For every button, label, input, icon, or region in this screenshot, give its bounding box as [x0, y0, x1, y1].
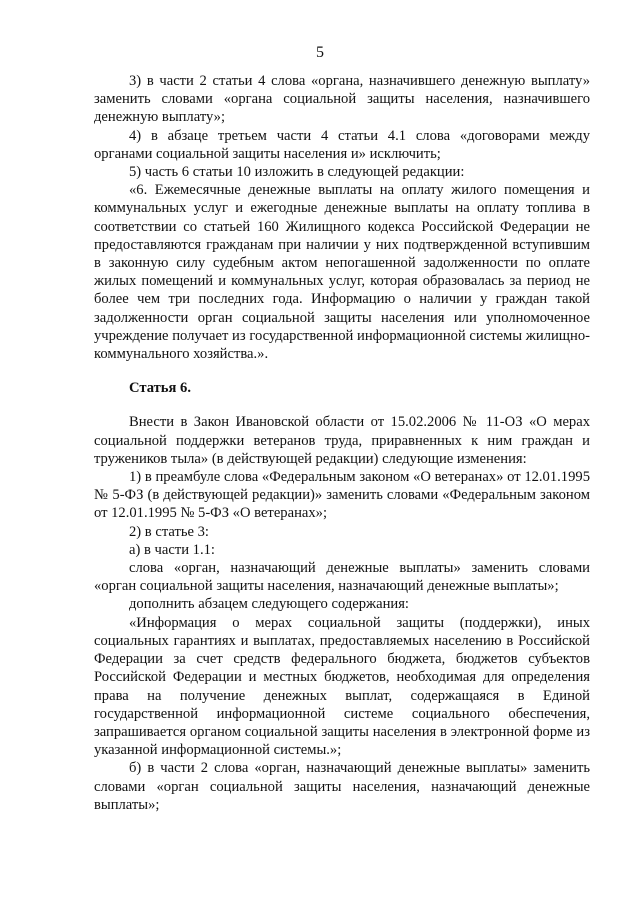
quoted-amendment-part-6: «6. Ежемесячные денежные выплаты на оплату жилого помещения и коммунальных услуг и ежегодные денежные выплаты на оплату топлива в соответствии со статьей 160 Жилищного кодекса Российской Федерации не предоставляются гражданам при наличии у них подтвержденной вступившим в законную силу судебным актом непогашенной задолженности по оплате жилых помещений и коммунальных услуг, которая образовалась за период не более чем три последних года. Информацию о наличии у граждан такой задолженности орган социальной защиты населения или уполномоченное учреждение получает из государственной информационной системы жилищно-коммунального хозяйства.». — [94, 182, 590, 363]
spacer — [94, 363, 590, 379]
paragraph-subitem-b: б) в части 2 слова «орган, назначающий денежные выплаты» заменить словами «орган социальной защиты населения, назначающий денежные выплаты»; — [94, 760, 590, 813]
paragraph-item-3: 3) в части 2 статьи 4 слова «органа, назначившего денежную выплату» заменить словами «органа социальной защиты населения, назначившего денежную выплату»; — [94, 73, 590, 126]
paragraph-item-1: 1) в преамбуле слова «Федеральным законом «О ветеранах» от 12.01.1995 № 5-ФЗ (в действующей редакции)» заменить словами «Федеральным законом от 12.01.1995 № 5-ФЗ «О ветеранах»; — [94, 469, 590, 522]
document-body — [94, 72, 590, 814]
paragraph-subitem-a: а) в части 1.1: — [129, 541, 215, 558]
spacer — [94, 397, 590, 413]
article-heading: Статья 6. — [129, 380, 191, 397]
quoted-information-clause: «Информация о мерах социальной защиты (поддержки), иных социальных гарантиях и выплатах, предоставляемых населению в Российской Федерации за счет средств федерального бюджета, бюджетов субъектов Российской Федерации и местных бюджетов, необходимая для определения права на получение денежных выплат, содержащаяся в Единой государственной информационной системе социального обеспечения, запрашивается органом социальной защиты населения в электронной форме из указанной информационной системы.»; — [94, 614, 590, 759]
paragraph-item-4: 4) в абзаце третьем части 4 статьи 4.1 слова «договорами между органами социальной защиты населения и» исключить; — [94, 127, 590, 162]
paragraph-item-5: 5) часть 6 статьи 10 изложить в следующей редакции: — [129, 164, 465, 181]
page-number: 5 — [316, 44, 324, 61]
article-intro-paragraph: Внести в Закон Ивановской области от 15.02.2006 № 11-ОЗ «О мерах социальной поддержки ветеранов труда, приравненных к ним граждан и тружеников тыла» (в действующей редакции) следующие изменения: — [94, 414, 590, 467]
paragraph-item-2: 2) в статье 3: — [129, 523, 209, 540]
paragraph-add-clause: дополнить абзацем следующего содержания: — [129, 596, 409, 613]
paragraph-words-replace: слова «орган, назначающий денежные выплаты» заменить словами «орган социальной защиты населения, назначающий денежные выплаты»; — [94, 560, 590, 595]
